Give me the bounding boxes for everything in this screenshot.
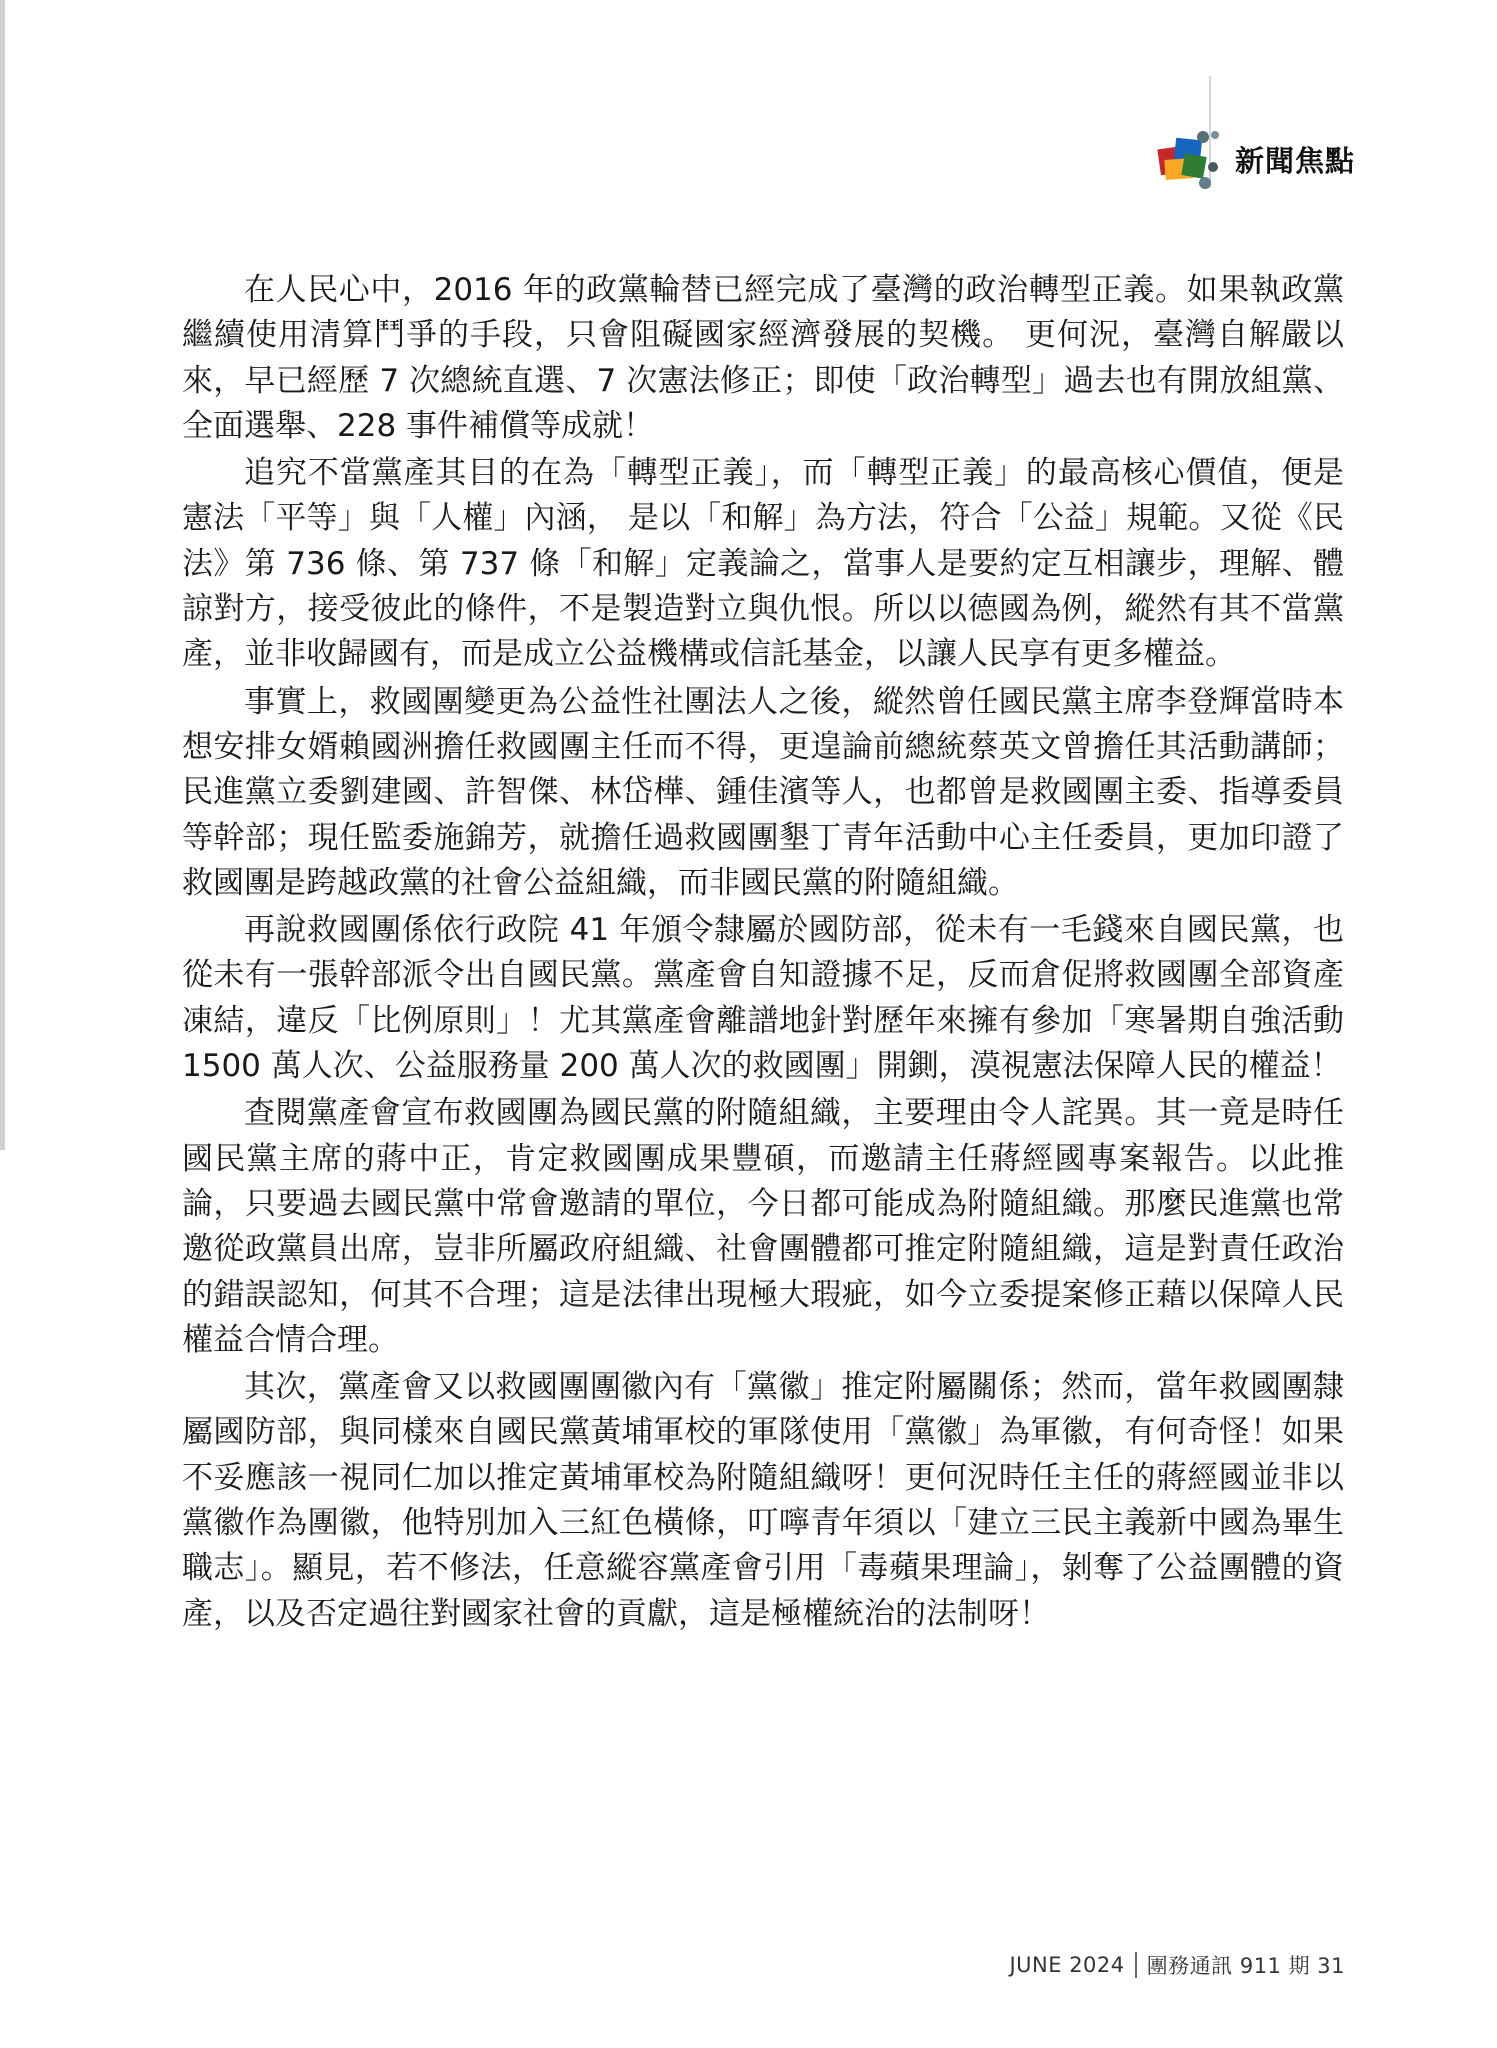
footer-date: JUNE 2024 xyxy=(1009,1953,1125,1977)
page-footer xyxy=(1009,1950,1345,1980)
paragraph: 在人民心中，2016 年的政黨輪替已經完成了臺灣的政治轉型正義。如果執政黨繼續使用清算鬥爭的手段，只會阻礙國家經濟發展的契機。 更何況，臺灣自解嚴以來，早已經歷 7 次總統直選、7 次憲法修正；即使「政治轉型」過去也有開放組黨、全面選舉、228 事件補償等成就！ xyxy=(182,272,1344,444)
section-header xyxy=(1155,118,1355,200)
section-title: 新聞焦點 xyxy=(1235,143,1356,178)
page-edge-line xyxy=(0,0,5,1150)
paragraph: 追究不當黨產其目的在為「轉型正義」，而「轉型正義」的最高核心價值，便是憲法「平等」與「人權」內涵， 是以「和解」為方法，符合「公益」規範。又從《民法》第 736 條、第 737 條「和解」定義論之，當事人是要約定互相讓步，理解、體諒對方，接受彼此的條件，不是製造對立與仇恨。所以以德國為例，縱然有其不當黨產，並非收歸國有，而是成立公益機構或信託基金，以讓人民享有更多權益。 xyxy=(182,455,1344,673)
paragraph: 查閱黨產會宣布救國團為國民黨的附隨組織，主要理由令人詫異。其一竟是時任國民黨主席的蔣中正，肯定救國團成果豐碩，而邀請主任蔣經國專案報告。以此推論，只要過去國民黨中常會邀請的單位，今日都可能成為附隨組織。那麼民進黨也常邀從政黨員出席，豈非所屬政府組織、社會團體都可推定附隨組織，這是對責任政治的錯誤認知，何其不合理；這是法律出現極大瑕疵，如今立委提案修正藉以保障人民權益合情合理。 xyxy=(182,1095,1344,1358)
collage-logo-icon xyxy=(1155,127,1225,191)
footer-issue: 團務通訊 911 期 31 xyxy=(1146,1954,1345,1978)
paragraph: 再說救國團係依行政院 41 年頒令隸屬於國防部，從未有一毛錢來自國民黨，也從未有一張幹部派令出自國民黨。黨產會自知證據不足，反而倉促將救國團全部資產凍結，違反「比例原則」！尤其黨產會離譜地針對歷年來擁有參加「寒暑期自強活動 1500 萬人次、公益服務量 200 萬人次的救國團」開鍘，漠視憲法保障人民的權益！ xyxy=(182,912,1344,1085)
paragraph: 事實上，救國團變更為公益性社團法人之後，縱然曾任國民黨主席李登輝當時本想安排女婿賴國洲擔任救國團主任而不得，更遑論前總統蔡英文曾擔任其活動講師；民進黨立委劉建國、許智傑、林岱樺、鍾佳濱等人，也都曾是救國團主委、指導委員等幹部；現任監委施錦芳，就擔任過救國團墾丁青年活動中心主任委員，更加印證了救國團是跨越政黨的社會公益組織，而非國民黨的附隨組織。 xyxy=(182,683,1344,901)
footer-separator xyxy=(1135,1952,1137,1978)
article-body xyxy=(182,268,1344,1639)
paragraph: 其次，黨產會又以救國團團徽內有「黨徽」推定附屬關係；然而，當年救國團隸屬國防部，與同樣來自國民黨黃埔軍校的軍隊使用「黨徽」為軍徽，有何奇怪！如果不妥應該一視同仁加以推定黃埔軍校為附隨組織呀！更何況時任主任的蔣經國並非以黨徽作為團徽，他特別加入三紅色橫條，叮嚀青年須以「建立三民主義新中國為畢生職志」。顯見，若不修法，任意縱容黨產會引用「毒蘋果理論」，剝奪了公益團體的資產，以及否定過往對國家社會的貢獻，這是極權統治的法制呀！ xyxy=(182,1369,1344,1632)
